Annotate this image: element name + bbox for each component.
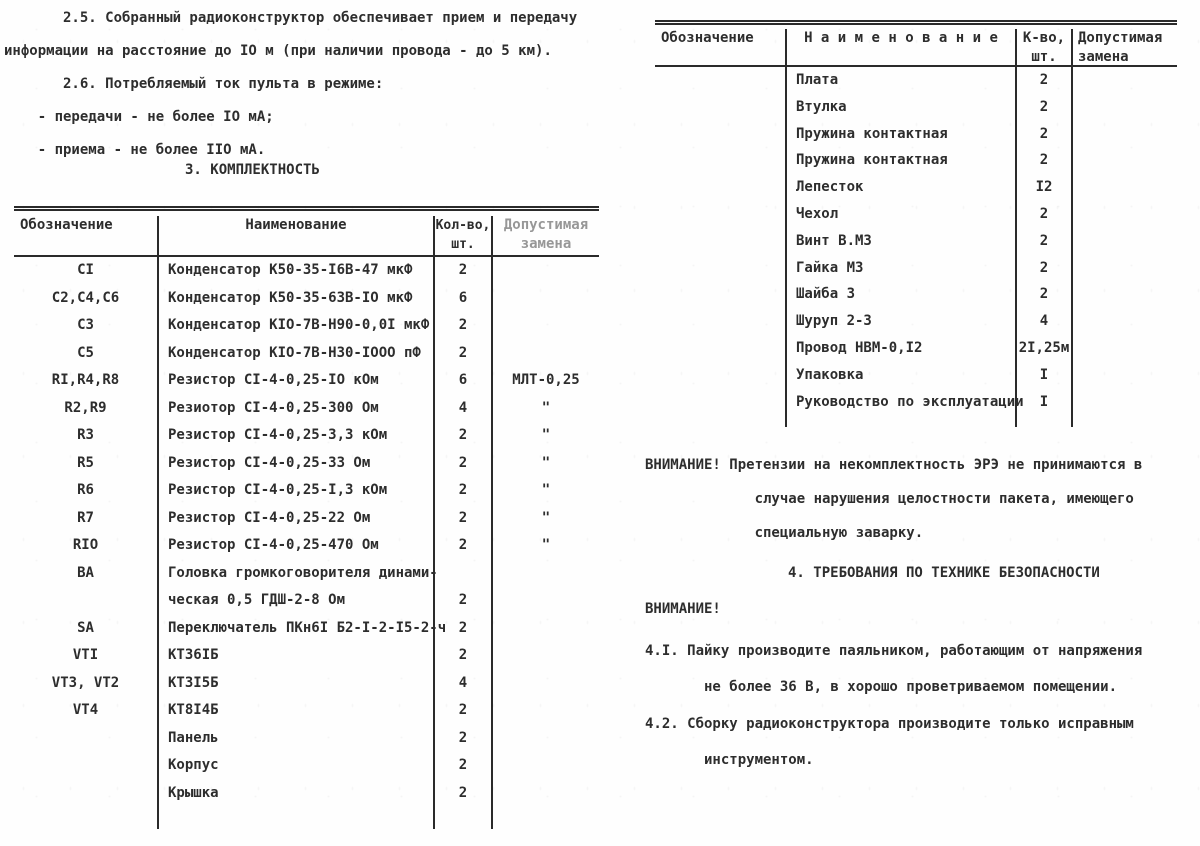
cell-designation: R5 xyxy=(77,454,94,471)
cell-designation xyxy=(655,281,785,308)
cell-designation xyxy=(14,725,157,753)
table-row xyxy=(14,780,599,808)
table-row xyxy=(14,725,599,753)
cell-qty: 2 xyxy=(435,312,493,340)
cell-replacement xyxy=(1073,147,1177,174)
cell-name: Резистор СI-4-0,25-3,3 кОм xyxy=(157,422,435,450)
cell-replacement xyxy=(1073,201,1177,228)
cell-designation: VTI xyxy=(72,647,99,663)
cell-designation: CI xyxy=(77,262,94,278)
cell-designation: R3 xyxy=(77,427,94,443)
cell-replacement xyxy=(1073,308,1177,335)
section-3-title: 3. КОМПЛЕКТНОСТЬ xyxy=(185,162,320,178)
table-row xyxy=(655,362,1177,389)
attention-label: ВНИМАНИЕ! xyxy=(645,601,721,617)
cell-name: Плата xyxy=(785,67,1017,94)
cell-designation xyxy=(655,389,785,416)
table-row xyxy=(655,121,1177,148)
cell-qty: 2 xyxy=(435,725,493,753)
cell-qty xyxy=(435,807,493,829)
table-row xyxy=(14,285,599,313)
cell-name: Крышка xyxy=(157,780,435,808)
cell-name: Резистор СI-4-0,25-33 Ом xyxy=(157,450,435,478)
cell-designation xyxy=(655,147,785,174)
attention-note: ВНИМАНИЕ! Претензии на некомплектность ЭРЭ не принимаются в случае нарушения целостности пакета, имеющего специальную заварку. xyxy=(645,457,1143,541)
table-body xyxy=(655,67,1177,427)
components-table-left xyxy=(14,206,599,829)
cell-designation: R6 xyxy=(77,482,94,498)
cell-qty: 2I,25м xyxy=(1017,335,1073,362)
cell-designation xyxy=(14,752,157,780)
cell-replacement xyxy=(1073,94,1177,121)
table-row xyxy=(14,642,599,670)
cell-name: Конденсатор К50-35-63В-IO мкФ xyxy=(157,285,435,313)
table-row xyxy=(655,174,1177,201)
cell-qty: 2 xyxy=(435,560,493,615)
cell-qty: I2 xyxy=(1017,174,1073,201)
cell-qty: 2 xyxy=(435,477,493,505)
cell-qty: 2 xyxy=(1017,147,1073,174)
cell-qty: 2 xyxy=(435,257,493,285)
col-header-designation: Обозначение xyxy=(661,30,754,46)
cell-name: Корпус xyxy=(157,752,435,780)
cell-name: Головка громкоговорителя динами- ческая 0,5 ГДШ-2-8 Ом xyxy=(157,560,435,615)
cell-replacement xyxy=(1073,174,1177,201)
cell-qty: I xyxy=(1017,362,1073,389)
table-header xyxy=(14,211,599,257)
cell-designation: SA xyxy=(77,619,94,636)
cell-qty: 2 xyxy=(435,780,493,808)
cell-name: Резистор СI-4-0,25-470 Ом xyxy=(157,532,435,560)
table-row xyxy=(655,281,1177,308)
table-row xyxy=(14,615,599,643)
col-header-qty: К-во, шт. xyxy=(1017,29,1073,67)
cell-replacement xyxy=(493,560,599,615)
table-row xyxy=(655,94,1177,121)
table-extension-row xyxy=(14,807,599,829)
table-body xyxy=(14,257,599,829)
cell-name: Резистор СI-4-0,25-IO кОм xyxy=(157,367,435,395)
cell-designation xyxy=(655,255,785,282)
table-row xyxy=(655,201,1177,228)
cell-replacement xyxy=(1073,362,1177,389)
cell-name: КТ36IБ xyxy=(157,642,435,670)
cell-designation xyxy=(655,121,785,148)
table-row xyxy=(14,532,599,560)
table-extension-row xyxy=(655,415,1177,427)
cell-qty: 6 xyxy=(435,285,493,313)
cell-replacement xyxy=(1073,121,1177,148)
cell-replacement: " xyxy=(541,427,551,443)
cell-name: Конденсатор КIO-7В-Н30-IOOO пФ xyxy=(157,340,435,368)
cell-name xyxy=(785,415,1017,427)
cell-name: Конденсатор К50-35-I6В-47 мкФ xyxy=(157,257,435,285)
cell-replacement xyxy=(493,697,599,725)
table-row xyxy=(655,335,1177,362)
cell-designation: C2,C4,C6 xyxy=(51,289,120,306)
cell-replacement: " xyxy=(541,454,551,471)
cell-name: КТ3I5Б xyxy=(157,670,435,698)
table-header xyxy=(655,25,1177,67)
cell-replacement: МЛТ-0,25 xyxy=(512,372,580,388)
table-row xyxy=(655,67,1177,94)
col-header-designation: Обозначение xyxy=(20,217,113,233)
cell-designation xyxy=(14,780,157,808)
cell-name xyxy=(157,807,435,829)
table-row xyxy=(14,505,599,533)
cell-qty: 2 xyxy=(435,532,493,560)
cell-designation xyxy=(655,308,785,335)
table-row xyxy=(14,340,599,368)
cell-replacement xyxy=(1073,281,1177,308)
cell-name: Провод НВМ-0,I2 xyxy=(785,335,1017,362)
table-row xyxy=(14,422,599,450)
cell-replacement xyxy=(493,340,599,368)
table-row xyxy=(655,255,1177,282)
cell-qty: 2 xyxy=(1017,281,1073,308)
cell-qty: 2 xyxy=(435,422,493,450)
components-table-right xyxy=(655,20,1177,427)
cell-name: Руководство по эксплуатации xyxy=(785,389,1017,416)
cell-qty: 2 xyxy=(435,340,493,368)
cell-qty: 2 xyxy=(435,642,493,670)
table-row xyxy=(14,560,599,615)
cell-qty: 2 xyxy=(1017,201,1073,228)
table-row xyxy=(14,312,599,340)
cell-replacement: " xyxy=(541,482,551,498)
table-row xyxy=(14,367,599,395)
table-row xyxy=(14,670,599,698)
cell-name: Шуруп 2-3 xyxy=(785,308,1017,335)
table-row xyxy=(14,477,599,505)
cell-qty: 4 xyxy=(1017,308,1073,335)
section-4-title: 4. ТРЕБОВАНИЯ ПО ТЕХНИКЕ БЕЗОПАСНОСТИ xyxy=(788,565,1100,581)
cell-designation: C3 xyxy=(77,317,94,333)
cell-replacement xyxy=(1073,335,1177,362)
cell-designation: BA xyxy=(77,564,94,581)
table-row xyxy=(655,389,1177,416)
cell-replacement xyxy=(493,615,599,643)
table-row xyxy=(655,228,1177,255)
col-header-qty: Кол-во, шт. xyxy=(435,216,493,255)
cell-designation: C5 xyxy=(77,344,94,361)
cell-name: Чехол xyxy=(785,201,1017,228)
cell-qty: 2 xyxy=(1017,255,1073,282)
cell-name: Панель xyxy=(157,725,435,753)
cell-designation: R2,R9 xyxy=(64,399,107,416)
col-header-replacement: Допустимая замена xyxy=(503,217,589,252)
cell-name: КТ8I4Б xyxy=(157,697,435,725)
table-row xyxy=(14,697,599,725)
cell-qty: 2 xyxy=(1017,228,1073,255)
paragraphs-2-5-2-6: 2.5. Собранный радиоконструктор обеспечивает прием и передачу информации на расстояние до IO м (при наличии провода - до 5 км). 2.6. Потребляемый ток пульта в режиме: - передачи - не более IO мА; - приема - не более IIO мА. xyxy=(4,10,578,158)
cell-replacement: " xyxy=(541,537,551,553)
cell-designation xyxy=(655,362,785,389)
cell-qty: 2 xyxy=(1017,67,1073,94)
cell-name: Упаковка xyxy=(785,362,1017,389)
cell-designation: VT4 xyxy=(72,702,99,718)
cell-replacement xyxy=(493,285,599,313)
cell-name: Резиотор СI-4-0,25-300 Ом xyxy=(157,395,435,423)
cell-designation: VT3, VT2 xyxy=(51,674,120,691)
cell-replacement xyxy=(1073,228,1177,255)
cell-replacement xyxy=(493,752,599,780)
col-header-name: Н а и м е н о в а н и е xyxy=(785,29,1017,67)
cell-designation xyxy=(655,174,785,201)
table-row xyxy=(655,308,1177,335)
cell-name: Переключатель ПКн6I Б2-I-2-I5-2-ч xyxy=(157,615,435,643)
cell-qty: 2 xyxy=(435,752,493,780)
cell-qty: 2 xyxy=(1017,94,1073,121)
cell-replacement xyxy=(493,670,599,698)
cell-qty: 4 xyxy=(435,670,493,698)
cell-designation: RI,R4,R8 xyxy=(51,372,120,388)
cell-replacement xyxy=(1073,389,1177,416)
cell-replacement: " xyxy=(541,509,551,526)
table-row xyxy=(14,395,599,423)
cell-designation xyxy=(14,807,157,829)
col-header-name: Наименование xyxy=(157,216,435,255)
cell-qty: 6 xyxy=(435,367,493,395)
cell-name: Шайба 3 xyxy=(785,281,1017,308)
cell-qty: 2 xyxy=(435,505,493,533)
cell-name: Пружина контактная xyxy=(785,121,1017,148)
table-row xyxy=(655,147,1177,174)
cell-replacement xyxy=(1073,67,1177,94)
cell-designation xyxy=(655,335,785,362)
table-row xyxy=(14,752,599,780)
cell-replacement xyxy=(493,312,599,340)
cell-name: Резистор СI-4-0,25-I,3 кОм xyxy=(157,477,435,505)
cell-replacement xyxy=(493,725,599,753)
cell-replacement xyxy=(1073,415,1177,427)
cell-name: Винт В.М3 xyxy=(785,228,1017,255)
cell-name: Гайка М3 xyxy=(785,255,1017,282)
cell-designation: RIO xyxy=(72,537,99,553)
cell-designation xyxy=(655,201,785,228)
cell-designation xyxy=(655,415,785,427)
paragraph-4-2: 4.2. Сборку радиоконструктора производите только исправным инструментом. xyxy=(645,716,1134,768)
cell-designation xyxy=(655,228,785,255)
cell-replacement xyxy=(493,807,599,829)
table-row xyxy=(14,257,599,285)
cell-qty: 2 xyxy=(435,615,493,643)
cell-qty xyxy=(1017,415,1073,427)
cell-name: Лепесток xyxy=(785,174,1017,201)
cell-qty: 2 xyxy=(435,697,493,725)
cell-qty: 4 xyxy=(435,395,493,423)
cell-replacement xyxy=(493,642,599,670)
cell-qty: 2 xyxy=(435,450,493,478)
cell-replacement: " xyxy=(541,399,551,416)
paragraph-4-1: 4.I. Пайку производите паяльником, работающим от напряжения не более 36 В, в хорошо проветриваемом помещении. xyxy=(645,643,1143,695)
cell-designation: R7 xyxy=(77,509,94,526)
cell-designation xyxy=(655,94,785,121)
table-row xyxy=(14,450,599,478)
cell-replacement xyxy=(1073,255,1177,282)
cell-name: Конденсатор КIO-7В-Н90-0,0I мкФ xyxy=(157,312,435,340)
cell-qty: 2 xyxy=(1017,121,1073,148)
cell-name: Резистор СI-4-0,25-22 Ом xyxy=(157,505,435,533)
cell-designation xyxy=(655,67,785,94)
col-header-replacement: Допустимая замена xyxy=(1078,30,1163,65)
cell-name: Пружина контактная xyxy=(785,147,1017,174)
cell-qty: I xyxy=(1017,389,1073,416)
cell-name: Втулка xyxy=(785,94,1017,121)
cell-replacement xyxy=(493,257,599,285)
cell-replacement xyxy=(493,780,599,808)
